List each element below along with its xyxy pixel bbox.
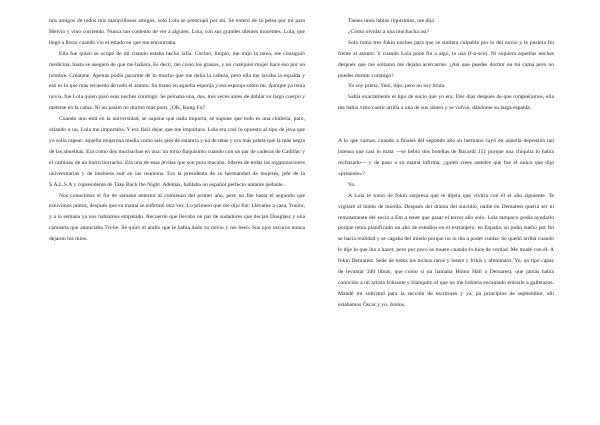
left-column (49, 16, 305, 245)
paragraph: Cuando uno está en la universidad, se supone que nada importa, se supone que todo es una chulería, paro, orlando o no, Lola me importaba. Y era fácil dejar que me importara. Lola era casi lo opuesto al tipo de jeva que yo solía rapear: aquella mujerona media como seis pies de estatura y na de tetas y era más prieta que la más negra de las abuelitas. Era como dos muchachas en una: un torso flaquísimo cuando con un par de caderas de Cadillac y el caminao de un burro borracho. Era una de esas jevitas que son pura macana: lideres de todas las organizaciones universitarias y de business suit en las reunions. Era la presidenta de su hermandad de mujeres, jefe de la S.A.L.S.A y copresidente de Take Back the Night. Además, hablaba un español perfecto untante pedante. (49, 116, 305, 188)
paragraph: ¿Cómo olvidar a una muchacha así? (348, 28, 429, 35)
paragraph: mis amigos de todos mis maravillosos amigos, solo Lola se preocupó por mí. Se enteró de la pelea por mi para Melvin y vino corriendo. Nunca tan contento de ver a alguien. Lola, con sus grandes dientes inocentes. Lola, que llegó a llorar cuando vio el estado en que me encontraba. (49, 18, 305, 46)
paragraph: A lo que vamos: cuando a finales del segundo año su hermano cayó en aquella depresión tan intensa que casi lo mata —se bebió dos botellas de Bacardí 151 porque una chiquita lo había rechazado— y de paso a su mamá infirma, ¿quién crees ustedes que fue el único que dijo «presente»? (338, 138, 554, 177)
paragraph: Tienes unos labios riquisimos, me dijo. (348, 18, 436, 24)
paragraph: Ella fue quien se ocupó de mí cuando estaba hecho lafia. Cocinó, limpió, me trajo la tarea, me consiguió medicina, hasta se aseguró de que me bañara. Es decir, me cosió los granos, y no cualquier mujer hace eso por un hombre. Créanme. Apenas podía pararme de lo mucho que me dolía la cabeza, pero ella me lavaba la espalda y eso es lo que más recuerdo de todo el asunto. Su mano en aquella esponja y esa esponja sobre mí. Aunque ya tenía novia, fue Lola quien pasó esas noches conmigo. Se peinaba una, dos, tres veces antes de doblar su largo cuerpo y meterse en la cama. Ni un pasito no durmo más porti, ¡OK, Kung Fu? (49, 50, 305, 112)
paragraph: Yo. (348, 181, 356, 188)
paragraph: Sabía exactamente el tipo de sucio que yo era. Dos días después de que rompiéramos, ella me había visto cuerir arriba a una de sus sisters y se volvió, dándome su larga espalda. (338, 94, 554, 112)
paragraph: Yo soy prieta, Yuni, dijo, pero no soy bruta. (348, 83, 446, 90)
right-column (338, 16, 554, 311)
paragraph: A Lola le tomó de fokin sorpresa que le dijera que viviría con él el año siguiente. Te vigilaré al bobín de mierda. Después del drama del suicidio, nadie en Demarest quería ser ni remotamente del socio a Em a tener que pasar el tercer año solo. Lola tampoco podía ayudarlo porque tenía planificado un año de estudios en el extranjero, en España, su jodio sueño por fin se hacía realidad y se cagaba del miedo porque no lo iba a poder cuidar. Se quedó arriba cuando le dije lo que iba a hacer, pero por poco se muere cuando lo hice de verdad. Me mudé con él. A fokin Demarest. Sede de todos los bichos raros y losers y frikis y afeminaos. Yo, un tipo capaz de levantar 340 libras, que como si na llamaba Homo Hall a Demarest, que jamás había conocido a un artista frikiante y blanquito al que no me hubiera encantado entrarle a galletazos. Mandé mi solicitud para la sección de escritores y ya, pa principios de septiembre, allí estábamos Óscar y yo. Juntos. (338, 192, 554, 308)
paragraph: Nos conocimos el fin de semana anterior al comienzo del primer año, pero no fue hasta el segundo que estuvimos juntos, después que su mamá se enfermó otra vez. Lo primero que me dijo fue: Llévame a casa, Yunior, y a la semana ya nos habíamos empatado. Recuerdo que llevaba un par de sudadores que decían Douglass y una camiseta que anunciaba Tri-be. Se quitó el anillo que le había dado su novio y me besó. Sus ojos oscuros nunca dejaron los míos. (49, 192, 305, 243)
paragraph: Solo tomó tres fokin noches para que se sintiera culpable por lo del novio y le pusiera fin frente al asunto. Y cuando Lola pone fin a algo, lo usa (f-u-sco). Ni siquiera aquellas noches después que me soltaron me dejaba acercarme. ¿Así que puedes dormir en mi cama pero no puedes dormir conmigo? (338, 39, 554, 79)
